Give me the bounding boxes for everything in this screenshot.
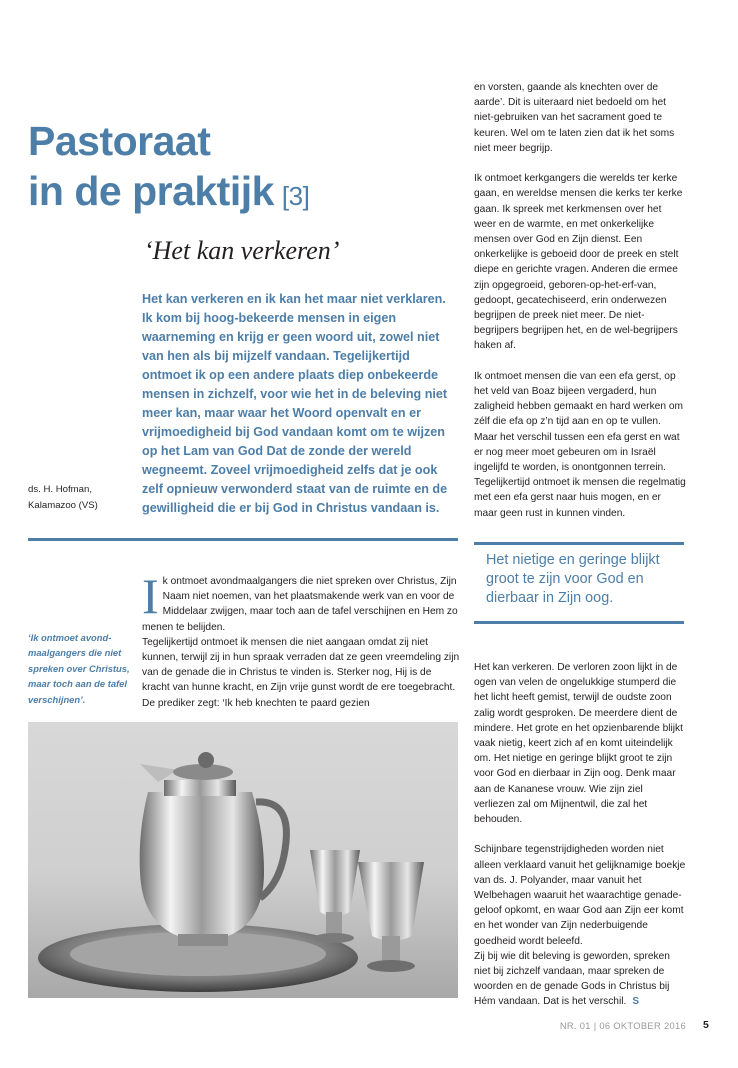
end-mark-icon: S (632, 996, 639, 1008)
footer-issue: NR. 01 | 06 OKTOBER 2016 (559, 1020, 686, 1031)
body-paragraph-1 (142, 568, 460, 635)
author-credit (28, 482, 138, 514)
author-place: Kalamazoo (VS) (28, 500, 98, 511)
title-line-2 (28, 166, 448, 221)
author-name: ds. H. Hofman, (28, 484, 92, 495)
right-paragraph-5 (474, 842, 686, 1009)
article-title (28, 116, 448, 221)
right-paragraph-3: Ik ontmoet mensen die van een efa gerst, op het veld van Boaz bijeen vergaderd, hun zaligheid hebben gemaakt en hard werken om zélf die efa op z’n tijd aan en op te vullen. Maar het verschil tussen een efa gerst en wat er nog meer moet gebeuren om in Israël ingelijfd te worden, is onontgonnen terrein. Tegelijkertijd ontmoet ik mensen die regelmatig met een efa gerst naar huis mogen, en er maar geen rust in kunnen vinden. (474, 370, 686, 519)
right-paragraph-5a: Schijnbare tegenstrijdigheden worden niet alleen verklaard vanuit het gelijknamige boekje van ds. J. Polyander, maar vanuit het Welbehagen waaruit het waarachtige genade-geloof opkomt, en waar God aan Zijn eer komt en het wonder van Zijn nederbuigende goedheid wordt beleefd. (474, 844, 686, 947)
pull-quote-text: Het nietige en geringe blijkt groot te zijn voor God en dierbaar in Zijn oog. (486, 552, 660, 606)
right-paragraph-2: Ik ontmoet kerkgangers die werelds ter kerke gaan, en wereldse mensen die kerks ter kerke gaan. Ik spreek met kerkmensen over het weer en de warmte, en met onkerkelijke mensen over God en Zijn dienst. Een onkerkelijke is geboeid door de preek en stelt diepe en gerichte vragen. Anderen die ermee zijn opgegroeid, geboren-op-het-erf-van, gedoopt, gecatechiseerd, erin onderwezen begrijpen de preek niet meer. De niet-begrijpers begrijpen het, en de wel-begrijpers haken af. (474, 173, 683, 352)
silver-communion-set-photo (28, 722, 458, 998)
series-number: [3] (281, 181, 310, 211)
right-paragraph-5b: Zij bij wie dit beleving is geworden, spreken niet bij zichzelf vandaan, maar spreken de woorden en de genade Gods in Christus bij Hém vandaan. Dat is het verschil. (474, 950, 670, 1008)
right-paragraph-1: en vorsten, gaande als knechten over de aarde’. Dit is uiteraard niet bedoeld om het niet-gebruiken van het sacrament goed te keuren. Wel om te laten zien dat ik het soms niet meer begrijp. (474, 82, 675, 154)
drop-cap: I (142, 568, 159, 624)
title-line-1: Pastoraat (28, 118, 211, 164)
body-column-right-top (474, 80, 686, 536)
side-quote: ‘Ik ontmoet avond-maalgangers die niet spreken over Christus, maar toch aan de tafel verschijnen’. (28, 632, 130, 705)
body-column-middle (142, 568, 460, 711)
body-paragraph-2: Tegelijkertijd ontmoet ik mensen die niet aangaan omdat zij niet kunnen, terwijl zij in hun spraak verraden dat ze geen vreemdeling zijn van de genade die in Christus te vinden is. Sterker nog, Hij is de kracht van hunne kracht, en Zijn vrije gunst wordt de ere toegebracht. De prediker zegt: ‘Ik heb knechten te paard gezien (142, 636, 460, 709)
article-subtitle: ‘Het kan verkeren’ (144, 236, 340, 265)
body-paragraph-1-text: k ontmoet avondmaalgangers die niet spreken over Christus, Zijn Naam niet noemen, van het plaatsmakende werk van en voor de Middelaar zwijgen, maar toch aan de tafel verschijnen en Hem zo menen te belijden. (142, 576, 458, 633)
right-paragraph-4: Het kan verkeren. De verloren zoon lijkt in de ogen van velen de ongelukkige stumperd die het licht heeft gemist, terwijl de oudste zoon zalig wordt gesproken. De meerdere dient de mindere. Het grote en het opzienbarende blijkt vaak nietig, keert zich af en komt uiteindelijk om. Het nietige en geringe blijkt groot te zijn voor God en dierbaar in Zijn oog. Denk maar aan de Kananese vrouw. Wie zijn ziel verliezen zal om Mijnentwil, die zal het behouden. (474, 662, 683, 826)
section-divider (28, 538, 458, 541)
intro-paragraph: Het kan verkeren en ik kan het maar niet verklaren. Ik kom bij hoog-bekeerde mensen in eigen waarneming en krijg er geen woord uit, zowel niet van hen als bij mijzelf vandaan. Tegelijkertijd ontmoet ik op een andere plaats diep onbekeerde mensen in zichzelf, voor wie het in de beleving niet meer kan, maar waar het Woord openvalt en er vrijmoedigheid bij God vandaan komt om te wijzen op het Lam van God Dat de zonde der wereld wegneemt. Zoveel vrijmoedigheid zelfs dat je ook zelf opnieuw verwonderd staat van de ruimte en de gewilligheid die er bij God in Christus vandaan is. (142, 292, 448, 515)
photo-illustration (28, 722, 458, 998)
title-line-2-text: in de praktijk (28, 168, 274, 214)
body-column-right-bottom (474, 660, 686, 1025)
pull-quote (474, 542, 684, 624)
page-number: 5 (703, 1019, 709, 1031)
